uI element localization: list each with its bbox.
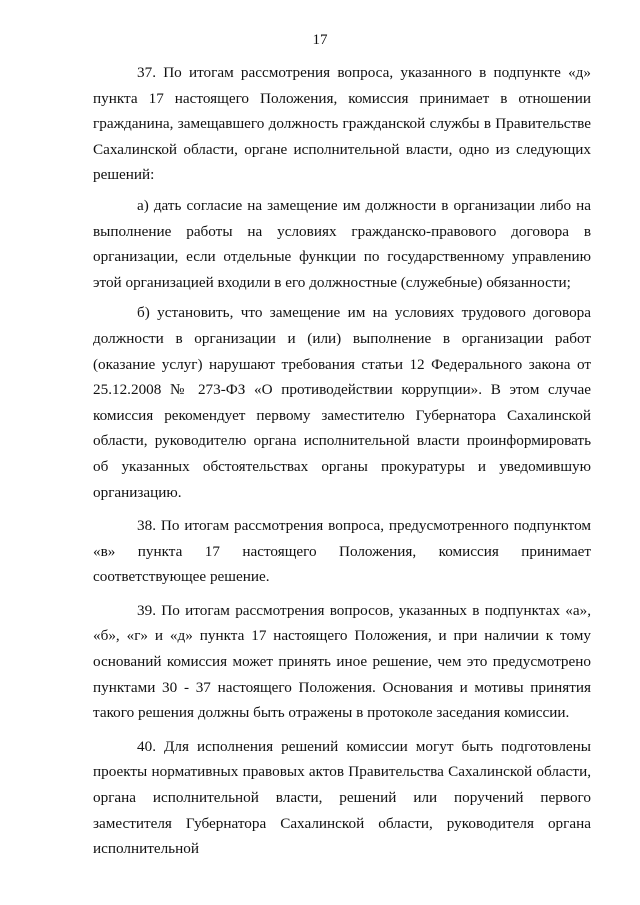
paragraph-38: 38. По итогам рассмотрения вопроса, предусмотренного подпунктом «в» пункта 17 настоящего Положения, комиссия принимает соответствующее решение.: [93, 517, 591, 586]
document-body: [93, 60, 591, 870]
page-number: 17: [312, 32, 328, 48]
paragraph-37-b: б) установить, что замещение им на условиях трудового договора должности в организации и (или) выполнение в организации работ (оказание услуг) нарушают требования статьи 12 Федерального закона от 25.12.2008 № 273-ФЗ «О противодействии коррупции». В этом случае комиссия рекомендует первому заместителю Губернатора Сахалинской области, руководителю органа исполнительной власти проинформировать об указанных обстоятельствах органы прокуратуры и уведомившую организацию.: [93, 304, 591, 501]
paragraph-37-a: а) дать согласие на замещение им должности в организации либо на выполнение работы на условиях гражданско-правового договора в организации, если отдельные функции по государственному управлению этой организацией входили в его должностные (служебные) обязанности;: [93, 196, 591, 291]
paragraph-39: 39. По итогам рассмотрения вопросов, указанных в подпунктах «а», «б», «г» и «д» пункта 17 настоящего Положения, и при наличии к тому оснований комиссия может принять иное решение, чем это предусмотрено пунктами 30 - 37 настоящего Положения. Основания и мотивы принятия такого решения должны быть отражены в протоколе заседания комиссии.: [93, 601, 591, 722]
paragraph-37: 37. По итогам рассмотрения вопроса, указанного в подпункте «д» пункта 17 настоящего Положения, комиссия принимает в отношении гражданина, замещавшего должность гражданской службы в Правительстве Сахалинской области, органе исполнительной власти, одно из следующих решений:: [93, 64, 591, 184]
paragraph-40: 40. Для исполнения решений комиссии могут быть подготовлены проекты нормативных правовых актов Правительства Сахалинской области, органа исполнительной власти, решений или поручений первого заместителя Губернатора Сахалинской области, руководителя органа исполнительной: [93, 737, 591, 858]
